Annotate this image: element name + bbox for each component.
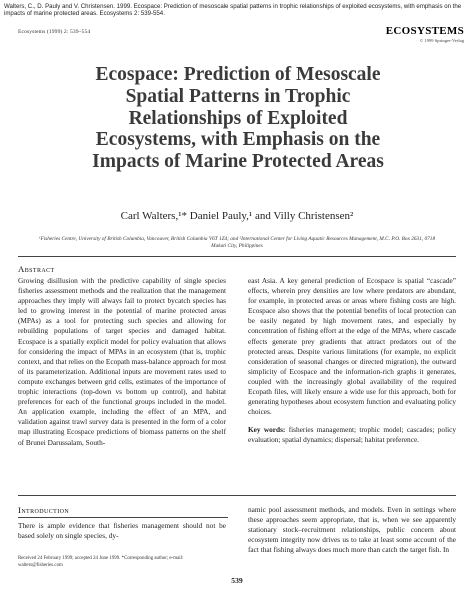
received-note: Received 24 February 1999; accepted 24 June 1999. *Corresponding author; e-mail: walters@fisheries.com — [18, 556, 184, 568]
journal-reference: Ecosystems (1999) 2: 539–554 — [18, 29, 91, 35]
intro-top-divider — [18, 495, 456, 496]
title-line: Ecospace: Prediction of Mesoscale — [95, 64, 381, 85]
journal-logo-text: ECOSYSTEMS — [385, 25, 464, 37]
abstract-left-column — [18, 276, 226, 448]
introduction-heading-rule — [18, 517, 228, 518]
introduction-right-column — [248, 505, 456, 555]
journal-logo — [386, 25, 464, 43]
article-title — [28, 64, 448, 173]
title-line: Impacts of Marine Protected Areas — [92, 151, 384, 173]
abstract-right-column — [248, 276, 456, 446]
abstract-text-right: east Asia. A key general prediction of Ecospace is spatial “cascade” effects, wherein prey densities are low where predators are abundant, for example, in protected areas or areas where fishing costs are high. Ecospace also shows that the potential benefits of local protection can be easily negated by high movement rates, and especially by concentration of fishing effort at the edge of the MPAs, where cascade effects generate prey gradients that attract predators out of the protected areas. Despite various limitations (for example, no explicit consideration of seasonal changes or directed migration), the outward simplicity of Ecospace and the information-rich graphs it generates, coupled with the increasingly global availability of the required Ecopath files, will likely ensure a wide use for this approach, both for generating hypotheses about ecosystem function and evaluating policy choices. — [248, 276, 456, 417]
abstract-heading: Abstract — [18, 264, 55, 274]
introduction-left-column — [18, 521, 226, 541]
title-line: Spatial Patterns in Trophic — [125, 85, 351, 107]
keywords-label: Key words: — [248, 425, 286, 435]
title-line: Ecosystems, with Emphasis on the — [95, 129, 381, 151]
title-line: Relationships of Exploited — [128, 107, 348, 129]
introduction-heading: Introduction — [18, 505, 70, 515]
citation-header: Walters, C., D. Pauly and V. Christensen. 1999. Ecospace: Prediction of mesoscale spatial patterns in trophic relationships of exploited ecosystems, with emphasis on the impacts of marine protected areas. Ecosystems 2: 539-554. — [4, 3, 462, 18]
introduction-text-left: There is ample evidence that fisheries management should not be based solely on single species, dy- — [18, 521, 226, 541]
keywords — [248, 425, 456, 445]
abstract-text-left: Growing disillusion with the predictive capability of single species fisheries assessment methods and the realization that the management approaches they imply will always fail to protect bycatch species has led to growing interest in the potential of marine protected areas (MPAs) as a tool for protecting such species and allowing for rebuilding populations of target species and damaged habitat. Ecospace is a spatially explicit model for policy evaluation that allows for considering the impact of MPAs in an ecosystem (that is, trophic context, and that relies on the Ecopath mass-balance approach for most of its parameterization. Additional inputs are movement rates used to compute exchanges between grid cells, estimates of the importance of trophic interactions (top-down vs bottom up control), and habitat preferences for each of the functional groups included in the model. An application example, including the effect of an MPA, and validation against trawl survey data is presented in the form of a color map illustrating Ecospace predictions of biomass patterns on the shelf of Brunei Darussalam, South- — [18, 276, 226, 447]
page-number: 539 — [231, 576, 243, 585]
introduction-text-right: namic pool assessment methods, and models. Even in settings where these approaches seem appropriate, that is, when we see apparently stationary stock–recruitment relationships, public concern about ecosystem integrity now drives us to take at least some account of the fact that fishing always does much more than catch the target fish. In — [248, 505, 456, 555]
author-list: Carl Walters,¹* Daniel Pauly,¹ and Villy Christensen² — [120, 210, 354, 222]
keywords-text: fisheries management; trophic model; cascades; policy evaluation; spatial dynamics; dispersal; habitat preference. — [248, 425, 457, 445]
author-affiliations: ¹Fisheries Centre, University of British Columbia, Vancouver, British Columbia V6T 1Z4; and ²International Center for Living Aquatic Resources Management, M.C. P.O. Box 2631, 0718 Makati City, Philippines — [38, 236, 436, 250]
abstract-top-divider — [18, 256, 456, 257]
journal-logo-publisher: © 1999 Springer-Verlag — [419, 38, 464, 43]
